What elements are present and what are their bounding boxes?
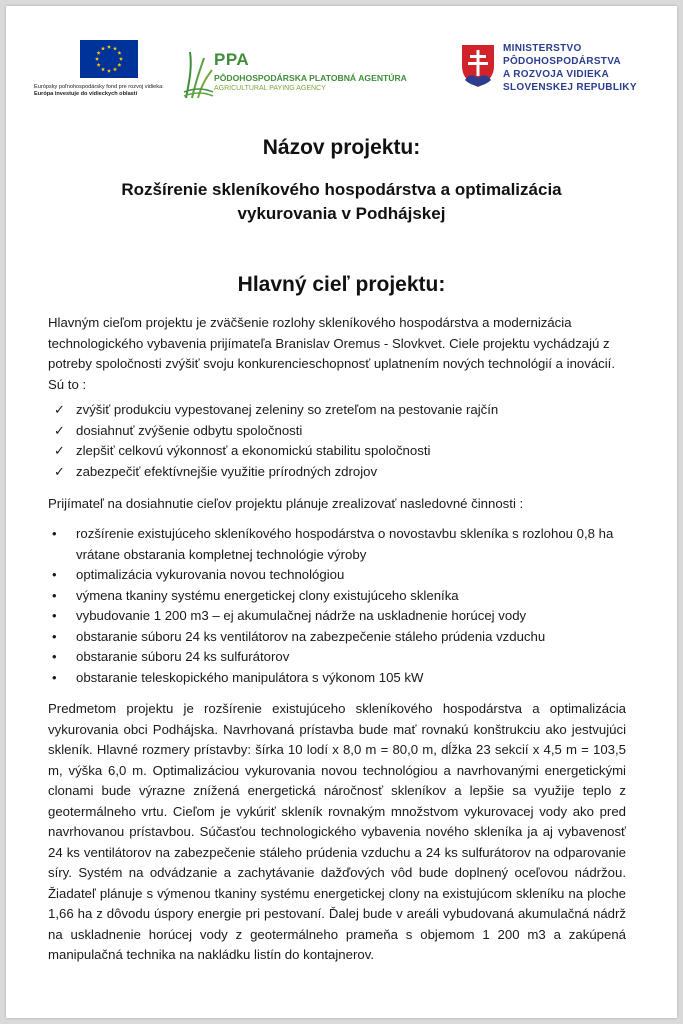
document-page	[6, 6, 677, 1018]
slovak-shield-icon	[461, 44, 495, 88]
activities-list	[48, 524, 638, 688]
bullet-icon: •	[52, 649, 57, 664]
activity-text: vybudovanie 1 200 m3 – ej akumulačnej nádrže na uskladnenie horúcej vody	[76, 608, 527, 623]
ministry-line: SLOVENSKEJ REPUBLIKY	[503, 82, 637, 93]
activity-text: rozšírenie existujúceho skleníkového hospodárstva o novostavbu skleníka s rozlohou 0,8 ha vrátane obstarania kompletnej technológie výroby	[76, 526, 614, 562]
eu-star-icon	[107, 45, 111, 49]
ppa-logo	[182, 48, 462, 100]
eu-flag-icon	[80, 40, 138, 78]
activity-text: obstaranie súboru 24 ks sulfurátorov	[76, 649, 290, 664]
eu-star-icon	[95, 57, 99, 61]
eu-caption-line2: Európa investuje do vidieckych oblastí	[34, 91, 138, 97]
intro-paragraph: Hlavným cieľom projektu je zväčšenie rozlohy skleníkového hospodárstva a modernizácia technologického vybavenia prijímateľa Branislav Oremus - Slovkvet. Ciele projektu vychádzajú z potreby spoločnosti zvýšiť svoju konkurencieschopnosť uplatnením nových technológií a inovácií. Sú to :	[48, 315, 616, 392]
eu-caption	[34, 84, 184, 98]
activities-intro: Prijímateľ na dosiahnutie cieľov projektu plánuje zrealizovať nasledovné činnosti :	[48, 496, 524, 511]
goal-item	[48, 441, 638, 462]
bullet-icon: •	[52, 526, 57, 541]
eu-star-icon	[119, 57, 123, 61]
project-goal-heading: Hlavný cieľ projektu:	[237, 273, 446, 296]
goal-item	[48, 462, 638, 483]
project-title-label: Názov projektu:	[262, 136, 421, 159]
goals-list	[48, 400, 638, 482]
goal-text: zlepšiť celkovú výkonnosť a ekonomickú stabilitu spoločnosti	[76, 443, 431, 458]
eu-star-icon	[113, 46, 117, 50]
project-name-line: Rozšírenie skleníkového hospodárstva a optimalizácia	[121, 180, 562, 199]
ministry-line: A ROZVOJA VIDIEKA	[503, 69, 610, 80]
activity-text: výmena tkaniny systému energetickej clony existujúceho skleníka	[76, 587, 459, 603]
checkmark-icon: ✓	[54, 402, 65, 417]
ppa-subtitle: AGRICULTURAL PAYING AGENCY	[214, 85, 326, 92]
goal-text: zabezpečiť efektívnejšie využitie prírodných zdrojov	[76, 463, 378, 479]
bullet-icon: •	[52, 567, 57, 582]
bullet-icon: •	[52, 669, 57, 685]
activity-item	[48, 668, 638, 689]
eu-star-icon	[97, 63, 101, 67]
eu-star-icon	[101, 46, 105, 50]
checkmark-icon: ✓	[54, 443, 65, 458]
goal-text: zvýšiť produkciu vypestovanej zeleniny so zreteľom na pestovanie rajčín	[76, 402, 499, 417]
activity-item	[48, 627, 638, 648]
project-name	[6, 178, 677, 226]
activity-item	[48, 565, 638, 586]
checkmark-icon: ✓	[54, 463, 65, 479]
checkmark-icon: ✓	[54, 422, 65, 438]
activity-item	[48, 586, 638, 607]
eu-star-icon	[117, 51, 121, 55]
ministry-line: MINISTERSTVO	[503, 43, 582, 54]
ministry-name	[503, 42, 637, 94]
ministry-line: PÔDOHOSPODÁRSTVA	[503, 56, 621, 67]
eu-star-icon	[113, 67, 117, 71]
eu-star-icon	[97, 51, 101, 55]
eu-caption-line1: Európsky poľnohospodársky fond pre rozvoj vidieka:	[34, 84, 164, 90]
project-name-line: vykurovania v Podhájskej	[237, 204, 446, 223]
goal-text: dosiahnuť zvýšenie odbytu spoločnosti	[76, 422, 303, 438]
activity-item	[48, 647, 638, 668]
ppa-full-name: PÔDOHOSPODÁRSKA PLATOBNÁ AGENTÚRA	[214, 73, 407, 83]
ppa-abbreviation: PPA	[214, 50, 250, 69]
description-paragraph: Predmetom projektu je rozšírenie existujúceho skleníkového hospodárstva a optimalizácia vykurovania obci Podhájska. Navrhovaná prístavba bude mať rovnakú konštrukciu ako jestvujúci skleník. Hlavné rozmery prístavby: šírka 10 lodí x 8,0 m = 80,0 m, dĺžka 23 sekcií x 4,5 m = 103,5 m, výška 6,0 m. Optimalizáciou vykurovania novou technológiou a navrhovanými energetickými clonami bude výrazne znížená energetická náročnosť skleníkov a lepšie sa využije teplo z geotermálneho vrtu. Cieľom je vykúriť skleník rovnakým množstvom vykurovacej vody ako pred navrhovanou prístavbou. Súčasťou technologického vybavenia nového skleníka ja aj vybavenosť 24 ks ventilátorov na zabezpečenie stáleho prúdenia vzduchu a 24 ks sulfurátorov na odparovanie síry. Systém na odvádzanie a zachytávanie dažďových vôd bude doplnený oceľovou nádržou. Žiadateľ plánuje s výmenou tkaniny systému energetickej clony na existujúcom skleníku na ploche 1,66 ha z dôvodu úspory energie pri pestovaní. Ďalej bude v areáli vybudovaná akumulačná nádrž na uskladnenie horúcej vody z geotermálneho prameňa s objemom 1 200 m3 a zakúpená manipulačná technika na nakládku listín do kontajnerov.	[48, 701, 626, 962]
activity-item	[48, 524, 638, 565]
ppa-grass-icon	[182, 48, 214, 100]
goal-item	[48, 421, 638, 442]
bullet-icon: •	[52, 628, 57, 644]
activity-text: obstaranie teleskopického manipulátora s výkonom 105 kW	[76, 669, 424, 685]
bullet-icon: •	[52, 587, 57, 603]
activity-text: optimalizácia vykurovania novou technológiou	[76, 567, 345, 582]
eu-star-icon	[117, 63, 121, 67]
goal-item	[48, 400, 638, 421]
eu-star-icon	[101, 67, 105, 71]
bullet-icon: •	[52, 608, 57, 623]
activity-item	[48, 606, 638, 627]
ministry-logo	[461, 40, 671, 100]
activity-text: obstaranie súboru 24 ks ventilátorov na zabezpečenie stáleho prúdenia vzduchu	[76, 628, 546, 644]
eu-star-icon	[107, 69, 111, 73]
